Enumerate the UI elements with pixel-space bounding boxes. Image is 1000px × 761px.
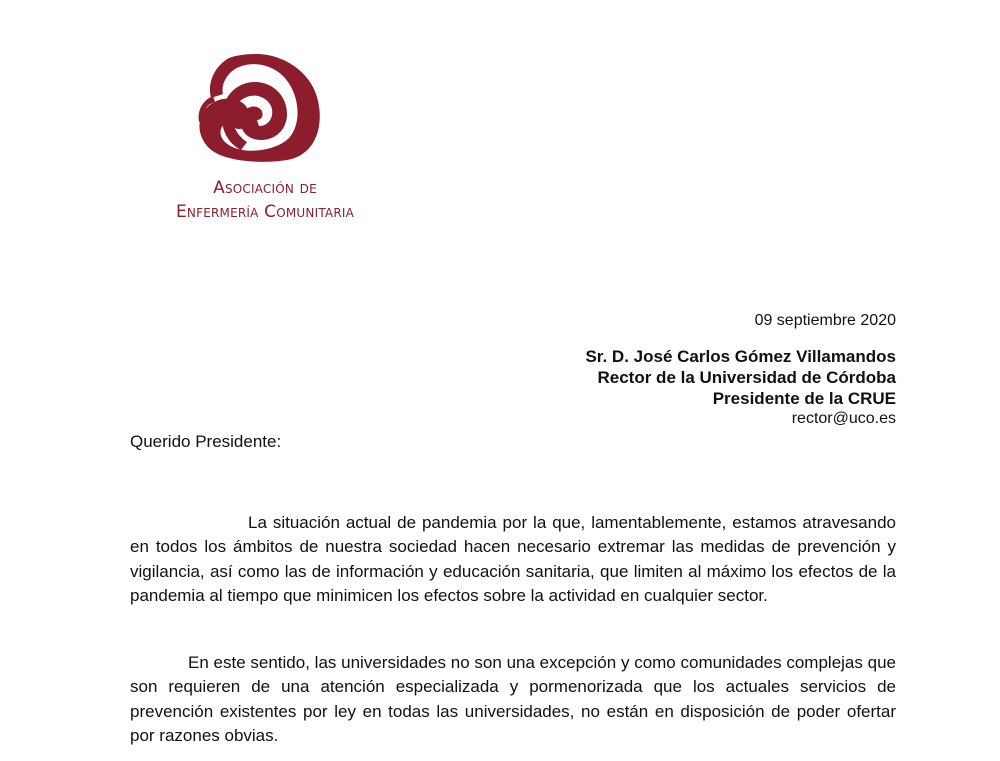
organization-name-line2: Enfermería Comunitaria: [175, 202, 355, 222]
letter-date: 09 septiembre 2020: [754, 312, 896, 329]
recipient-name: Sr. D. José Carlos Gómez Villamandos: [585, 347, 896, 366]
recipient-block: [585, 346, 896, 429]
recipient-email: rector@uco.es: [791, 410, 896, 427]
recipient-title-rector: Rector de la Universidad de Córdoba: [597, 368, 896, 387]
recipient-title-president: Presidente de la CRUE: [712, 389, 896, 408]
salutation: Querido Presidente:: [130, 432, 282, 451]
organization-name-line1: Asociación de: [213, 178, 317, 198]
body-paragraph-1: La situación actual de pandemia por la que, lamentablemente, estamos atravesando en todos los ámbitos de nuestra sociedad hacen necesario extremar las medidas de prevención y vigilancia, así como las de información y educación sanitaria, que limiten al máximo los efectos de la pandemia al tiempo que minimicen los efectos sobre la actividad en cualquier sector.: [130, 513, 896, 606]
body-paragraph-2: En este sentido, las universidades no son una excepción y como comunidades complejas que son requieren de una atención especializada y pormenorizada que los actuales servicios de prevención existentes por ley en todas las universidades, no están en disposición de poder ofertar por razones obvias.: [130, 653, 896, 746]
organization-name: [100, 176, 430, 224]
spiral-logo-icon: [193, 52, 323, 164]
